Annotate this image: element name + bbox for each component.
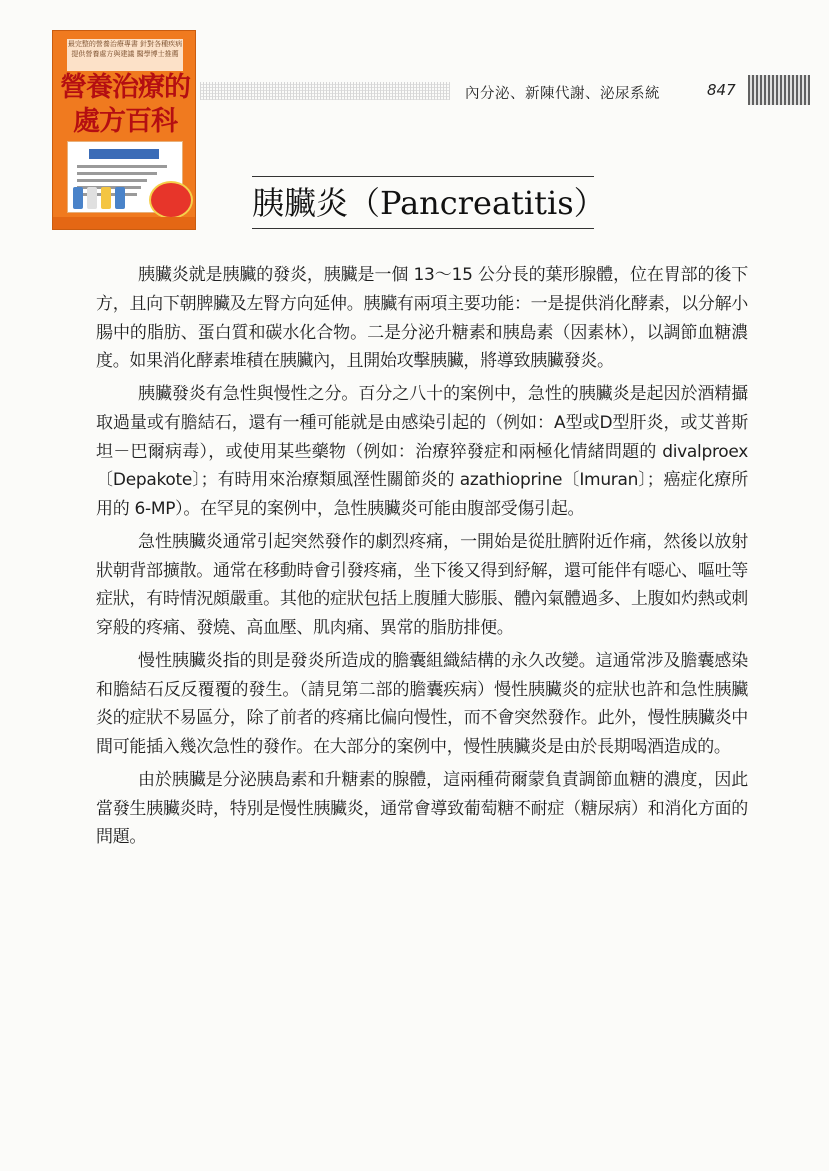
paragraph: 急性胰臟炎通常引起突然發作的劇烈疼痛，一開始是從肚臍附近作痛，然後以放射狀朝背部擴散。通常在移動時會引發疼痛，坐下後又得到紓解，還可能伴有噁心、嘔吐等症狀，有時情況頗嚴重。其他的症狀包括上腹腫大膨脹、體內氣體過多、上腹如灼熱或刺穿般的疼痛、發燒、高血壓、肌肉痛、異常的脂肪排便。 xyxy=(96,531,748,638)
paragraph: 由於胰臟是分泌胰島素和升糖素的腺體，這兩種荷爾蒙負責調節血糖的濃度，因此當發生胰臟炎時，特別是慢性胰臟炎，通常會導致葡萄糖不耐症（糖尿病）和消化方面的問題。 xyxy=(96,769,748,848)
page-number: 847 xyxy=(707,81,736,99)
running-header-section: 內分泌、新陳代謝、泌尿系統 xyxy=(465,86,660,102)
book-cover-image xyxy=(52,30,196,230)
header-scan-texture xyxy=(200,82,450,100)
paragraph: 慢性胰臟炎指的則是發炎所造成的膽囊組織結構的永久改變。這通常涉及膽囊感染和膽結石反反覆覆的發生。（請見第二部的膽囊疾病）慢性胰臟炎的症狀也許和急性胰臟炎的症狀不易區分，除了前者的疼痛比偏向慢性，而不會突然發作。此外，慢性胰臟炎中間可能插入幾次急性的發作。在大部分的案例中，慢性胰臟炎是由於長期喝酒造成的。 xyxy=(96,650,748,757)
header-thumb-index-mark xyxy=(748,75,810,105)
paragraph: 胰臟炎就是胰臟的發炎，胰臟是一個 13～15 公分長的葉形腺體，位在胃部的後下方，且向下朝脾臟及左腎方向延伸。胰臟有兩項主要功能：一是提供消化酵素，以分解小腸中的脂肪、蛋白質和碳水化合物。二是分泌升糖素和胰島素（因素林），以調節血糖濃度。如果消化酵素堆積在胰臟內，且開始攻擊胰臟，將導致胰臟發炎。 xyxy=(96,265,748,372)
title-rule-bottom xyxy=(252,228,594,229)
cover-seal-badge xyxy=(149,181,193,219)
title-rule-top xyxy=(252,176,594,177)
cover-blurb: 最完整的營養治療專書 針對各種疾病 提供營養處方與建議 醫學博士推薦 xyxy=(67,39,183,71)
cover-tag xyxy=(89,149,159,159)
cover-title: 營養治療的處方百科 xyxy=(60,72,190,137)
cover-footer-band xyxy=(53,217,195,229)
paragraph: 胰臟發炎有急性與慢性之分。百分之八十的案例中，急性的胰臟炎是起因於酒精攝取過量或有膽結石，還有一種可能就是由感染引起的（例如：A型或D型肝炎，或艾普斯坦－巴爾病毒），或使用某些藥物（例如：治療猝發症和兩極化情緒問題的 divalproex〔Depakote〕；有時用來治療類風溼性關節炎的 azathioprine〔Imuran〕；癌症化療所用的 6-MP）。在罕見的案例中，急性胰臟炎可能由腹部受傷引起。 xyxy=(96,384,748,519)
article-body xyxy=(96,261,748,856)
article-title: 胰臟炎（Pancreatitis） xyxy=(252,184,606,222)
